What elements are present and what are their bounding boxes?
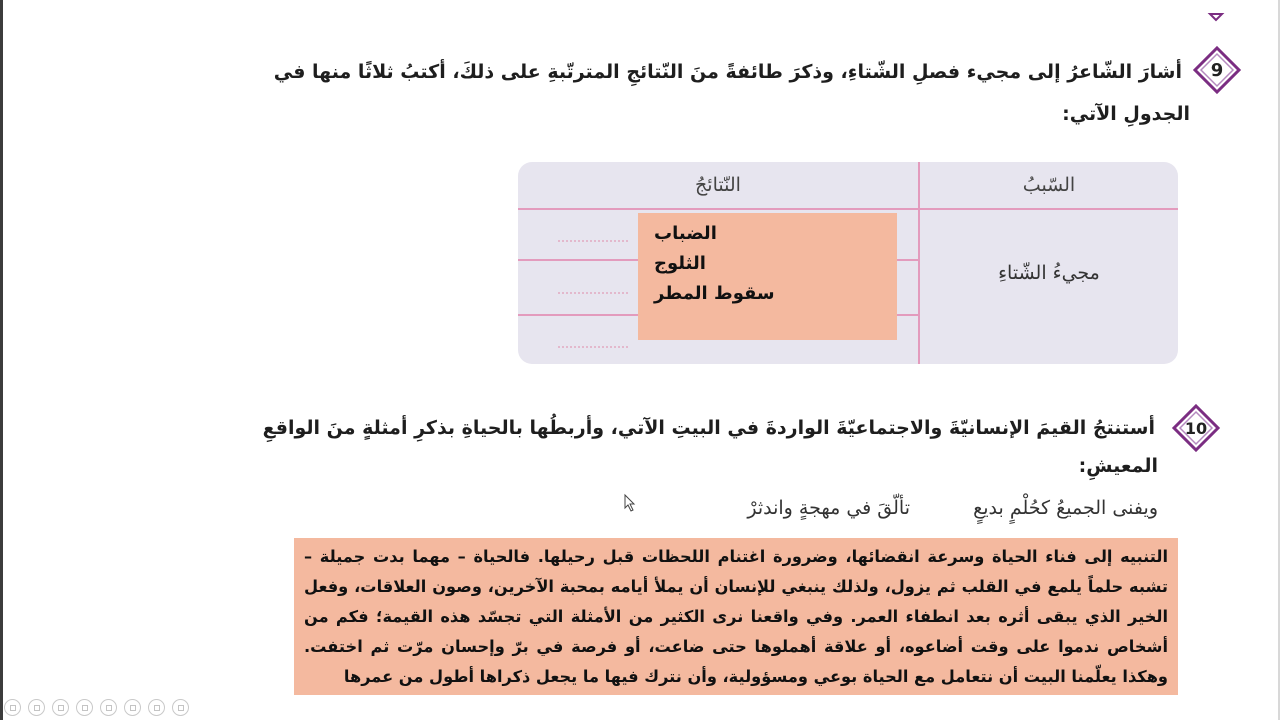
copy-icon[interactable] <box>76 699 93 716</box>
zoom-icon[interactable] <box>100 699 117 716</box>
question-number: 9 <box>1210 59 1224 81</box>
question-9-line2: الجدولِ الآتي: <box>1062 103 1190 125</box>
question-10-line1: أستنتجُ القيمَ الإنسانيّةَ والاجتماعيّةَ الواردةَ في البيتِ الآتي، وأربطُها بالحياةِ بذكرِ أمثلةٍ منَ الواقعِ <box>262 417 1155 439</box>
question-10-badge <box>1172 404 1220 452</box>
header-results: النّتائجُ <box>695 174 741 196</box>
presentation-toolbar <box>4 699 189 719</box>
slides-icon[interactable] <box>124 699 141 716</box>
answer-dotted-line <box>558 292 628 294</box>
page-left-edge <box>0 0 3 720</box>
result-item: الثلوج <box>654 253 706 274</box>
prev-icon[interactable] <box>4 699 21 716</box>
verse-second-hemistich: تألّقَ في مهجةٍ واندثرْ <box>747 497 910 519</box>
results-answer-box <box>638 213 897 340</box>
cut-icon[interactable] <box>148 699 165 716</box>
result-item: سقوط المطر <box>654 283 775 304</box>
question-9-badge <box>1193 46 1241 94</box>
verse-first-hemistich: ويفنى الجميعُ كحُلْمٍ بديعٍ <box>973 497 1158 519</box>
answer-dotted-line <box>558 240 628 242</box>
next-icon[interactable] <box>28 699 45 716</box>
answer-dotted-line <box>558 346 628 348</box>
cause-cell: مجيءُ الشّتاءِ <box>998 262 1100 284</box>
mouse-cursor-icon <box>624 494 636 512</box>
question-9-line1: أشارَ الشّاعرُ إلى مجيء فصلِ الشّتاءِ، وذكرَ طائفةً منَ النّتائجِ المترتّبةِ على ذلكَ، أكتبُ ثلاثًا منها في <box>273 61 1182 83</box>
header-cause: السّببُ <box>1022 174 1076 196</box>
question-10-line2: المعيشِ: <box>1078 455 1158 477</box>
values-answer-box: التنبيه إلى فناء الحياة وسرعة انقضائها، وضرورة اغتنام اللحظات قبل رحيلها. فالحياة – مهما بدت جميلة – تشبه حلماً يلمع في القلب ثم يزول، ولذلك ينبغي للإنسان أن يملأ أيامه بمحبة الآخرين، وصون العلاقات، وفعل الخير الذي يبقى أثره بعد انطفاء العمر. وفي واقعنا نرى الكثير من الأمثلة التي تجسّد هذه القيمة؛ فكم من أشخاص ندموا على وقت أضاعوه، أو علاقة أهملوها حتى ضاعت، أو فرصة في برّ وإحسان مرّت ثم اختفت. وهكذا يعلّمنا البيت أن نتعامل مع الحياة بوعي ومسؤولية، وأن نترك فيها ما يجعل ذكراها أطول من عمرها <box>294 538 1178 695</box>
table-header-divider <box>518 208 1178 210</box>
question-number: 10 <box>1184 418 1208 438</box>
more-icon[interactable] <box>172 699 189 716</box>
pen-icon[interactable] <box>52 699 69 716</box>
diamond-marker-icon <box>1208 6 1224 22</box>
result-item: الضباب <box>654 223 717 244</box>
